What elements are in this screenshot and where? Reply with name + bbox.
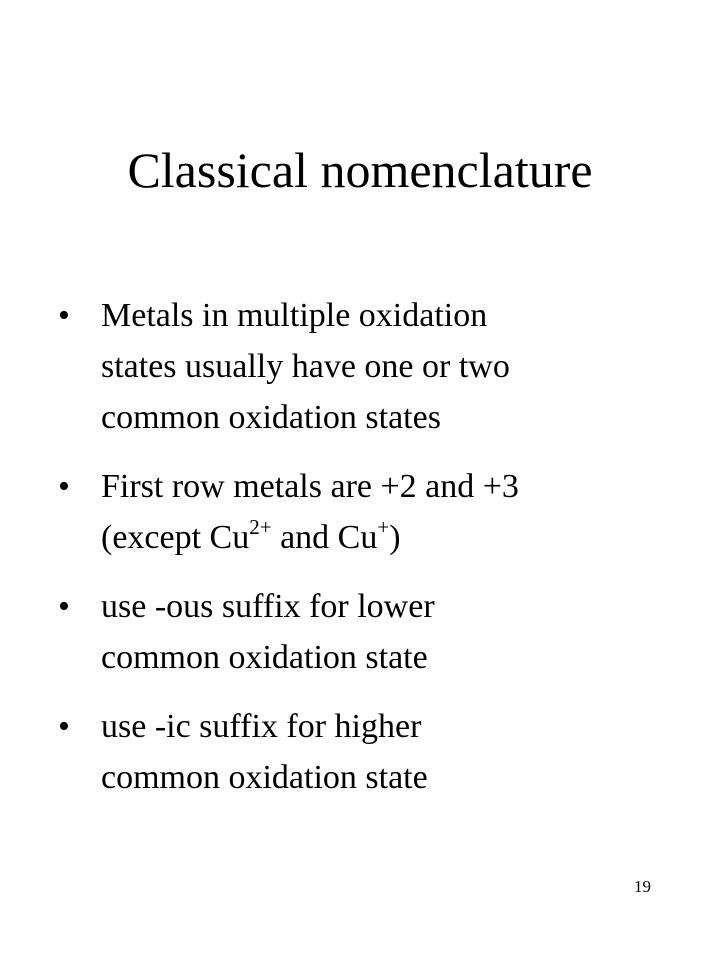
bullet-list <box>58 290 678 821</box>
bullet-text-line: use -ic suffix for higher <box>101 708 422 745</box>
bullet-text-segment: (except Cu <box>101 519 250 556</box>
bullet-text-line: states usually have one or two <box>101 348 510 385</box>
bullet-item <box>58 290 678 443</box>
copper-plus-charge: + <box>377 515 390 539</box>
bullet-text-line: common oxidation states <box>101 399 441 436</box>
bullet-marker: • <box>58 297 70 334</box>
bullet-text-line: common oxidation state <box>101 759 428 796</box>
bullet-text-line: Metals in multiple oxidation <box>101 297 488 334</box>
page-number: 19 <box>634 877 651 896</box>
bullet-text-line: First row metals are +2 and +3 <box>101 468 519 505</box>
bullet-item <box>58 581 678 683</box>
bullet-marker: • <box>58 468 70 505</box>
bullet-marker: • <box>58 708 70 745</box>
copper-2plus-charge: 2+ <box>249 515 272 539</box>
bullet-item <box>58 701 678 803</box>
bullet-text-line <box>101 512 678 563</box>
bullet-item <box>58 461 678 563</box>
bullet-text-segment: and Cu <box>271 519 378 556</box>
bullet-text-segment: ) <box>389 519 401 556</box>
bullet-marker: • <box>58 588 70 625</box>
bullet-text-line: use -ous suffix for lower <box>101 588 435 625</box>
bullet-text-line: common oxidation state <box>101 639 428 676</box>
slide-title: Classical nomenclature <box>127 142 593 198</box>
